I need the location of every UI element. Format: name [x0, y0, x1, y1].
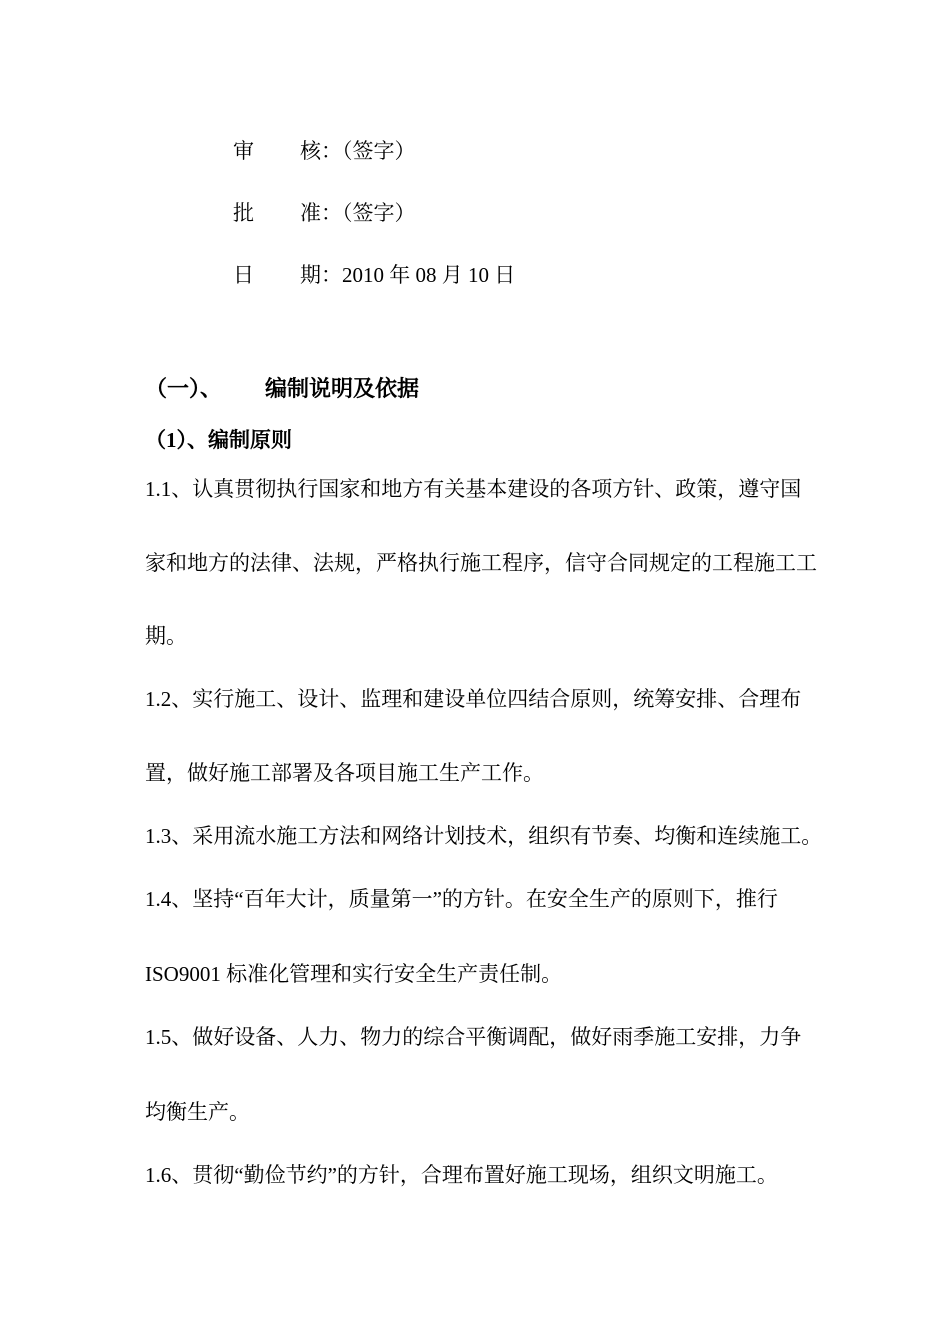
review-label-char1: 审: [233, 139, 254, 163]
text-line: 1.5、做好设备、人力、物力的综合平衡调配，做好雨季施工安排，力争: [145, 1025, 802, 1049]
review-signature-row: [233, 136, 416, 166]
text-line: 置，做好施工部署及各项目施工生产工作。: [145, 761, 544, 785]
section-title: 编制说明及依据: [265, 376, 420, 401]
date-label-char2: 期: [300, 263, 321, 287]
approve-signature-row: [233, 198, 416, 228]
date-row: [233, 260, 515, 290]
approve-label-char1: 批: [233, 201, 254, 225]
section-number: （一）、: [145, 376, 223, 401]
text-line: 1.2、实行施工、设计、监理和建设单位四结合原则，统筹安排、合理布: [145, 687, 802, 711]
text-line: 1.4、坚持“百年大计，质量第一”的方针。在安全生产的原则下，推行: [145, 887, 778, 911]
text-line: 1.3、采用流水施工方法和网络计划技术，组织有节奏、均衡和连续施工。: [145, 824, 823, 848]
subsection-heading: （1）、编制原则: [145, 428, 292, 452]
review-label-char2: 核: [300, 139, 321, 163]
approve-label-char2: 准: [300, 201, 321, 225]
date-label-char1: 日: [233, 263, 254, 287]
review-value: ：（签字）: [321, 139, 416, 163]
date-value: ：2010 年 08 月 10 日: [321, 263, 516, 287]
text-line: ISO9001 标准化管理和实行安全生产责任制。: [145, 962, 563, 986]
text-line: 期。: [145, 624, 187, 648]
section-heading: [145, 374, 419, 404]
text-line: 1.1、认真贯彻执行国家和地方有关基本建设的各项方针、政策，遵守国: [145, 477, 802, 501]
text-line: 家和地方的法律、法规，严格执行施工程序，信守合同规定的工程施工工: [145, 551, 817, 575]
approve-value: ：（签字）: [321, 201, 416, 225]
text-line: 均衡生产。: [145, 1100, 250, 1124]
text-line: 1.6、贯彻“勤俭节约”的方针，合理布置好施工现场，组织文明施工。: [145, 1163, 778, 1187]
